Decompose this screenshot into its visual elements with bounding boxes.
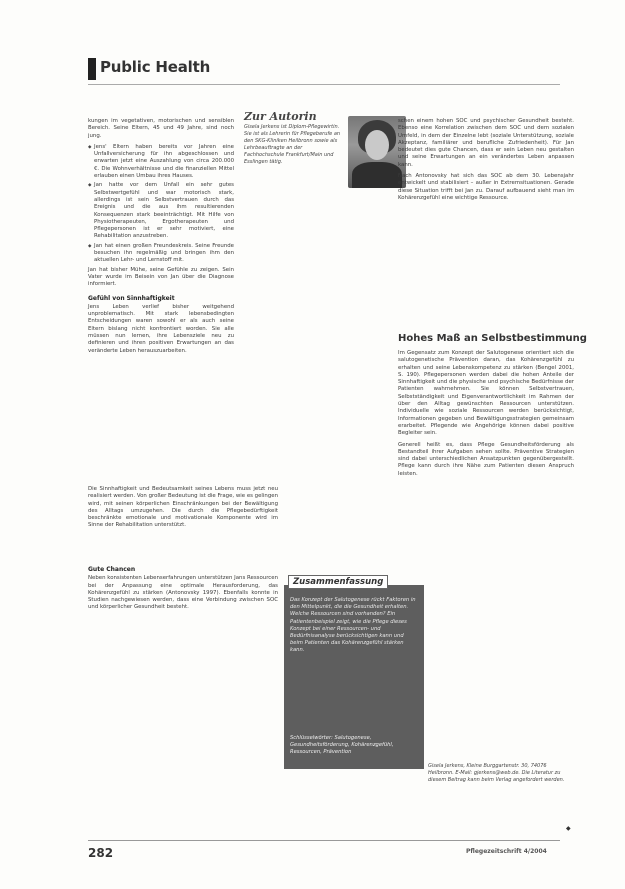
column-1: [88, 118, 234, 359]
author-box: [244, 110, 392, 220]
col2-subhead: Gute Chancen: [88, 566, 136, 573]
summary-box: [284, 577, 424, 769]
photo-body: [352, 162, 402, 188]
col1-intro: kungen im vegetativen, motorischen und sensiblen Bereich. Seine Eltern, 45 und 49 Jahre, sind noch jung.: [88, 118, 234, 139]
col3-text-4: Generell heißt es, dass Pflege Gesundheitsförderung als Bestandteil ihrer Aufgaben sehen sollte. Präventive Strategien sind dabei unterschiedlichen Ansatzpunkten gegenübergestellt. Pflege kann durch ihre Nähe zum Patienten diesen Anspruch leisten.: [398, 441, 574, 477]
author-credit: Gisela Jerkens, Kleine Burggartenstr. 30, 74076 Heilbronn. E-Mail: gjerkens@web.de. Die Literatur zu diesem Beitrag kann beim Verlag angefordert werden.: [428, 763, 565, 783]
col1-subtext: Jens Leben verlief bisher weitgehend unproblematisch. Mit stark lebensbedingten Entscheidungen waren sowohl er als auch seine Eltern bislang nicht konfrontiert worden. Sie alle müssen nun lernen, ihre Lebensziele neu zu definieren und ihren positiven Erwartungen an das veränderte Leben herauszuarbeiten.: [88, 303, 234, 354]
author-box-text: Gisela Jerkens ist Diplom-Pflegewirtin. Sie ist als Lehrerin für Pflegeberufe an den SKG-Kliniken Heilbronn sowie als Lehrbeauftragte an der Fachhochschule Frankfurt/Main und Esslingen tätig.: [244, 124, 341, 165]
col1-tail: Jan hat bisher Mühe, seine Gefühle zu zeigen. Sein Vater wurde im Beisein von Jan über die Diagnose informiert.: [88, 266, 234, 288]
column-3-lower: [398, 350, 574, 482]
col1-bullet: ◆ Jan hatte vor dem Unfall ein sehr gutes Selbstwertgefühl und war motorisch stark, allerdings ist sein Selbstvertrauen durch das Ereignis und die aus ihm resultierenden Konsequenzen stark beeinträchtigt. Mit Hilfe von Physiotherapeuten, Ergotherapeuten und Pflegepersonen ist er sehr motiviert, eine Rehabilitation anzustreben.: [88, 182, 234, 240]
section-heading: Hohes Maß an Selbstbestimmung: [398, 333, 587, 344]
footer-rule: [88, 840, 560, 841]
summary-keywords: Schlüsselwörter: Salutogenese, Gesundheitsförderung, Kohärenzgefühl, Ressourcen, Prävention: [290, 735, 394, 755]
col1-bullet: ◆ Jan hat einen großen Freundeskreis. Seine Freunde besuchen ihn regelmäßig und bringen ihm den aktuellen Lehr- und Lernstoff mit.: [88, 243, 234, 265]
page-number: 282: [88, 846, 114, 860]
col1-bullet-list: [88, 144, 234, 265]
col2-text: Die Sinnhaftigkeit und Bedeutsamkeit seines Lebens muss jetzt neu realisiert werden. Von großer Bedeutung ist die Frage, wie es gelingen wird, mit seinen körperlichen Einschränkungen bei der Bewältigung des Alltags umzugehen. Die durch die Pflegebedürftigkeit beschränkte emotionale und motivationale Komponente wird im Sinne der Rehabilitation unterstützt.: [88, 486, 278, 529]
col1-subhead: Gefühl von Sinnhaftigkeit: [88, 294, 175, 302]
photo-face: [365, 130, 389, 160]
section-title: Public Health: [100, 58, 211, 76]
col2-subtext: Neben konsistenten Lebenserfahrungen unterstützen Jans Ressourcen bei der Anpassung eine optimale Herausforderung, das Kohärenzgefühl zu stärken (Antonovsky 1997). Ebenfalls konnte in Studien nachgewiesen werden, dass eine Verbindung zwischen SOC und körperlicher Gesundheit besteht.: [88, 575, 278, 611]
col3-text-2: Nach Antonovsky hat sich das SOC ab dem 30. Lebensjahr entwickelt und stabilisiert – außer in Extremsituationen. Gerade diese Situation trifft bei Jan zu. Darauf aufbauend sieht man im Kohärenzgefühl eine wichtige Ressource.: [398, 173, 574, 201]
end-mark-icon: ◆: [566, 825, 571, 832]
header-rule: [88, 84, 560, 85]
section-marker: [88, 58, 96, 80]
col1-bullet: ◆ Jens' Eltern haben bereits vor Jahren eine Unfallversicherung für ihn abgeschlossen und erwarten jetzt eine Auszahlung von circa 200.000 €. Die Wohnverhältnisse und die finanziellen Mittel erlauben einen Umbau ihres Hauses.: [88, 144, 234, 180]
column-2-lower: [88, 560, 278, 616]
summary-text: Das Konzept der Salutogenese rückt Faktoren in den Mittelpunkt, die die Gesundheit erhalten. Welche Ressourcen sind vorhanden? Ein Patientenbeispiel zeigt, wie die Pflege dieses Konzept bei einer Ressourcen- und Bedürfnisanalyse berücksichtigen kann und beim Patienten das Kohärenzgefühl stärken kann.: [290, 597, 416, 654]
col3-text-3: Im Gegensatz zum Konzept der Salutogenese orientiert sich die salutogenetische Prävention daran, das Kohärenzgefühl zu erhalten und seine Lebenskompetenz zu stärken (Bengel 2001, S. 190). Pflegepersonen werden dabei die hohen Anteile der Sinnhaftigkeit und die physische und psychische Bedürfnisse der Patienten wahrnehmen. Sie können Selbstvertrauen, Selbstständigkeit und Eigenverantwortlichkeit im Rahmen der über den Alltag gewünschten Ressourcen unterstützen. Individuelle wie soziale Ressourcen werden berücksichtigt, Informationen gegeben und Bewältigungsstrategien gemeinsam erarbeitet. Pflegende wie Angehörige können dabei positive Begleiter sein.: [398, 350, 574, 437]
journal-name: Pflegezeitschrift 4/2004: [466, 848, 547, 855]
author-box-title: Zur Autorin: [244, 110, 317, 123]
summary-title: Zusammenfassung: [288, 575, 388, 589]
col3-text-1: schen einem hohen SOC und psychischer Gesundheit besteht. Ebenso eine Korrelation zwischen dem SOC und dem sozialen Umfeld, in dem der Einzelne lebt (soziale Unterstützung, soziale Akzeptanz, familiärer und berufliche Zufriedenheit). Für Jan bedeutet dies gute Chancen, dass er sein Leben neu gestalten und seine Erwartungen an ein verändertes Leben anpassen kann.: [398, 118, 574, 168]
column-3: [398, 118, 574, 206]
column-2: [88, 486, 278, 534]
